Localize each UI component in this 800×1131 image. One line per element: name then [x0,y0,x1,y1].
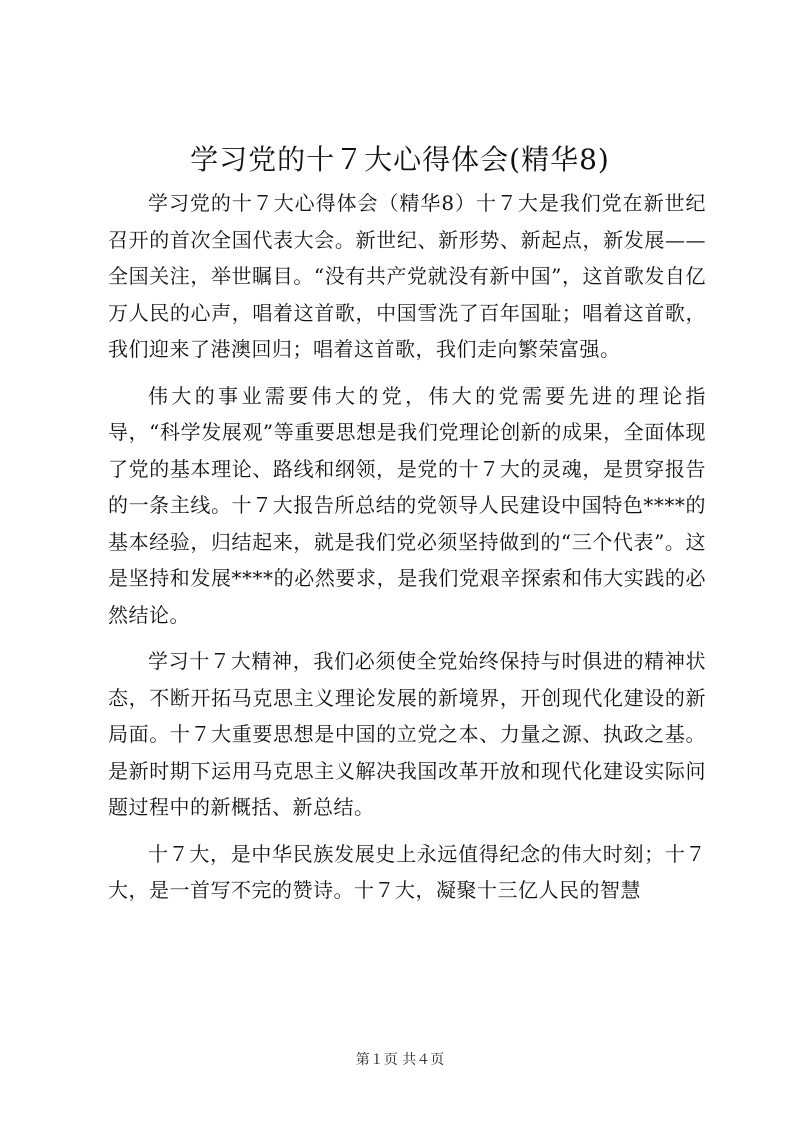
document-body [108,185,706,919]
paragraph-1: 学习党的十７大心得体会（精华8）十７大是我们党在新世纪召开的首次全国代表大会。新世纪、新形势、新起点，新发展——全国关注，举世瞩目。“没有共产党就没有新中国”，这首歌发自亿万人民的心声，唱着这首歌，中国雪洗了百年国耻；唱着这首歌，我们迎来了港澳回归；唱着这首歌，我们走向繁荣富强。 [108,191,706,361]
paragraph-2: 伟大的事业需要伟大的党，伟大的党需要先进的理论指导，“科学发展观”等重要思想是我们党理论创新的成果，全面体现了党的基本理论、路线和纲领，是党的十７大的灵魂，是贯穿报告的一条主线。十７大报告所总结的党领导人民建设中国特色****的基本经验，归结起来，就是我们党必须坚持做到的“三个代表”。这是坚持和发展****的必然要求，是我们党艰辛探索和伟大实践的必然结论。 [108,383,706,627]
page-number-footer: 第１页 共４页 [355,1052,445,1068]
document-title: 学习党的十７大心得体会(精华8) [190,143,610,176]
paragraph-4: 十７大，是中华民族发展史上永远值得纪念的伟大时刻；十７大，是一首写不完的赞诗。十７大，凝聚十三亿人民的智慧 [108,841,706,902]
paragraph-3: 学习十７大精神，我们必须使全党始终保持与时俱进的精神状态，不断开拓马克思主义理论发展的新境界，开创现代化建设的新局面。十７大重要思想是中国的立党之本、力量之源、执政之基。是新时期下运用马克思主义解决我国改革开放和现代化建设实际问题过程中的新概括、新总结。 [108,649,706,819]
